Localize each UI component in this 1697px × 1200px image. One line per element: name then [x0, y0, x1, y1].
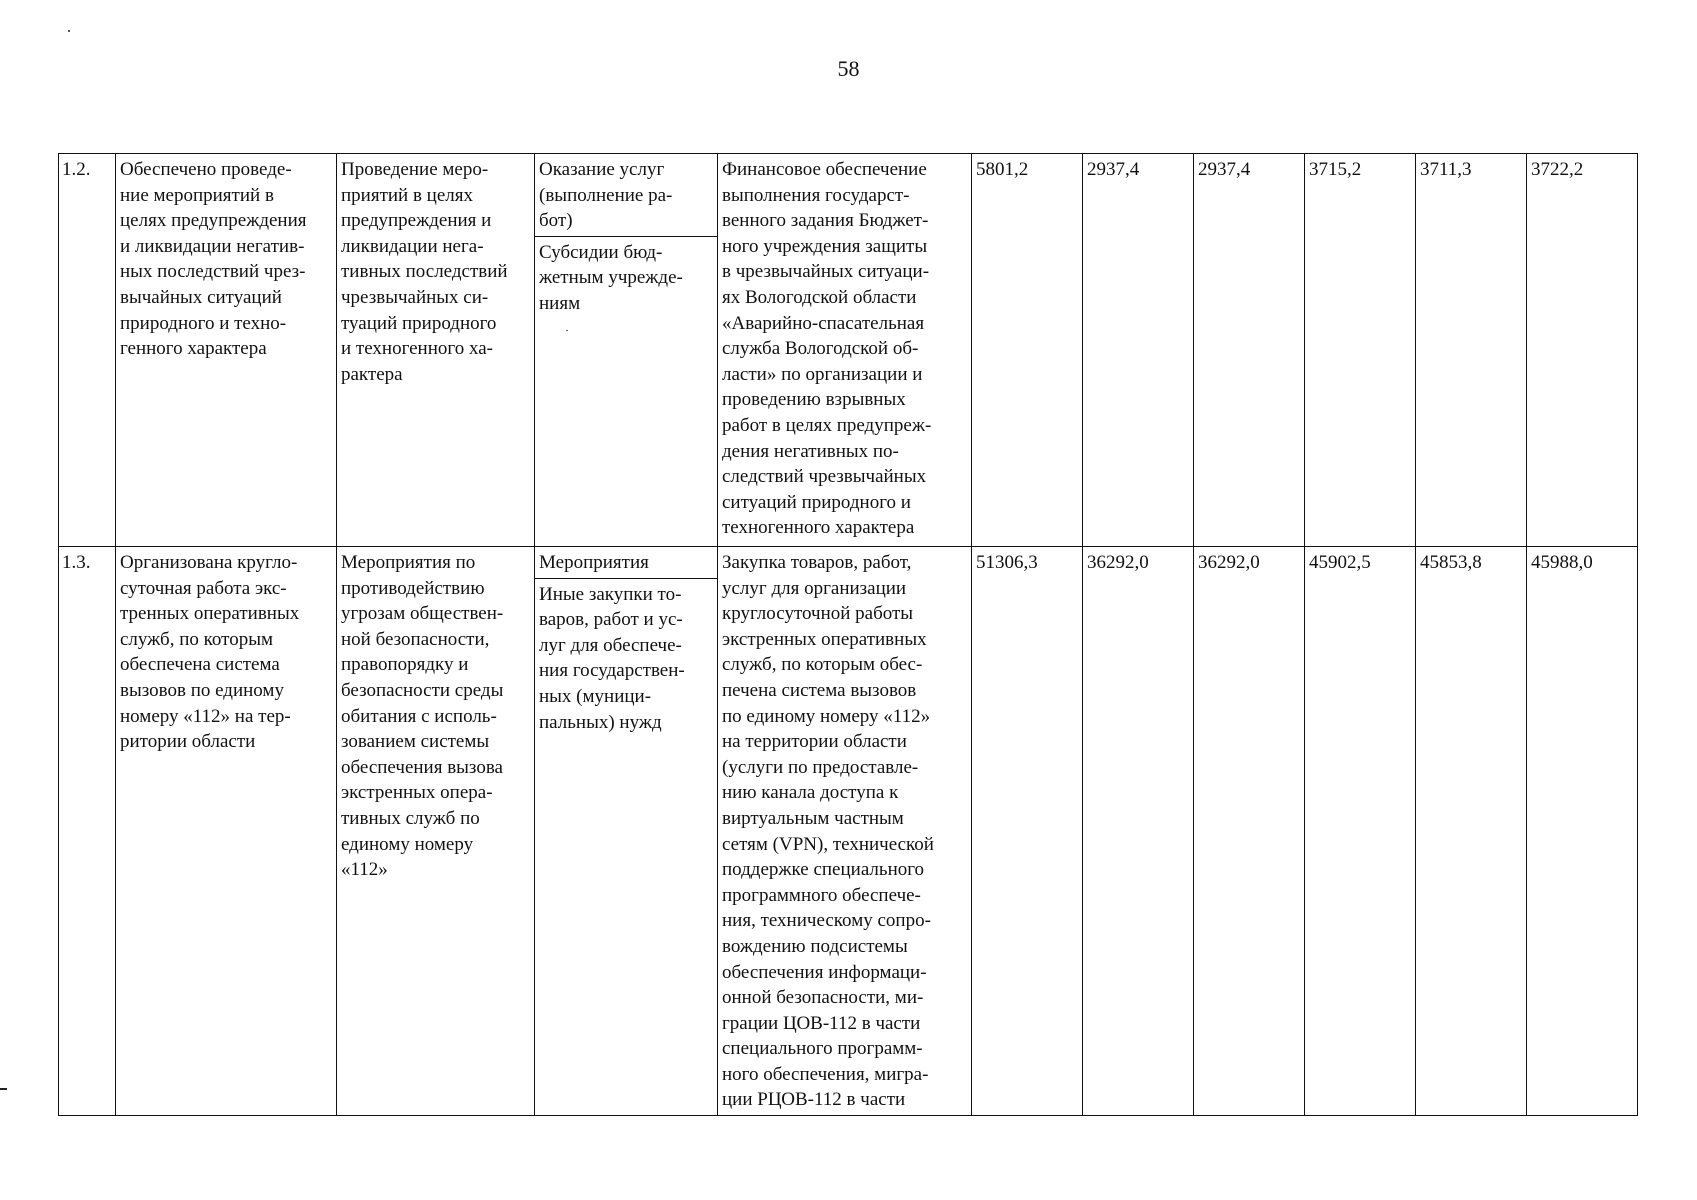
expense-type-primary: Оказание услуг (выполнение ра- бот) — [535, 154, 717, 237]
page-number: 58 — [837, 56, 860, 81]
value-cell: 45988,0 — [1527, 547, 1638, 1116]
table-row — [59, 547, 1638, 1116]
description-cell: Финансовое обеспечение выполнения государст- венного задания Бюджет- ного учреждения защиты в чрезвычайных ситуаци- ях Вологодской области «Аварийно-спасательная служба Вологодской об- ласти» по организации и проведению взрывных работ в целях предупреж- дения негативных по- следствий чрезвычайных ситуаций природного и техногенного характера — [718, 154, 972, 547]
scan-speck — [566, 330, 568, 331]
row-number: 1.2. — [59, 154, 116, 547]
value-cell: 2937,4 — [1083, 154, 1194, 547]
value-cell: 5801,2 — [972, 154, 1083, 547]
measure-cell: Проведение меро- приятий в целях предупреждения и ликвидации нега- тивных последствий чрезвычайных си- туаций природного и техногенного ха- рактера — [337, 154, 535, 547]
value-cell: 51306,3 — [972, 547, 1083, 1116]
value-cell: 3715,2 — [1305, 154, 1416, 547]
measure-cell: Мероприятия по противодействию угрозам обществен- ной безопасности, правопорядку и безопасности среды обитания с исполь- зованием системы обеспечения вызова экстренных опера- тивных служб по единому номеру «112» — [337, 547, 535, 1116]
scan-speck — [68, 30, 70, 32]
expense-type-secondary: Субсидии бюд- жетным учрежде- ниям — [539, 241, 683, 314]
value-cell: 2937,4 — [1194, 154, 1305, 547]
value-cell: 45853,8 — [1416, 547, 1527, 1116]
result-cell: Организована кругло- суточная работа экс- тренных оперативных служб, по которым обеспечена система вызовов по единому номеру «112» на тер- ритории области — [116, 547, 337, 1116]
value-cell: 36292,0 — [1083, 547, 1194, 1116]
value-cell: 3722,2 — [1527, 154, 1638, 547]
margin-mark — [0, 1088, 7, 1090]
value-cell: 36292,0 — [1194, 547, 1305, 1116]
description-cell: Закупка товаров, работ, услуг для организации круглосуточной работы экстренных оперативных служб, по которым обес- печена система вызовов по единому номеру «112» на территории области (услуги по предоставле- нию канала доступа к виртуальным частным сетям (VPN), технической поддержке специального программного обеспече- ния, техническому сопро- вождению подсистемы обеспечения информаци- онной безопасности, ми- грации ЦОВ-112 в части специального программ- ного обеспечения, мигра- ции РЦОВ-112 в части — [718, 547, 972, 1116]
result-cell: Обеспечено проведе- ние мероприятий в целях предупреждения и ликвидации негатив- ных последствий чрез- вычайных ситуаций природного и техно- генного характера — [116, 154, 337, 547]
table-row — [59, 154, 1638, 547]
value-cell: 3711,3 — [1416, 154, 1527, 547]
expense-type-cell — [535, 154, 718, 547]
program-table — [58, 153, 1638, 1116]
expense-type-cell — [535, 547, 718, 1116]
row-number: 1.3. — [59, 547, 116, 1116]
expense-type-secondary: Иные закупки то- варов, работ и ус- луг для обеспече- ния государствен- ных (муници- пальных) нужд — [539, 583, 685, 733]
expense-type-primary: Мероприятия — [535, 547, 717, 579]
value-cell: 45902,5 — [1305, 547, 1416, 1116]
